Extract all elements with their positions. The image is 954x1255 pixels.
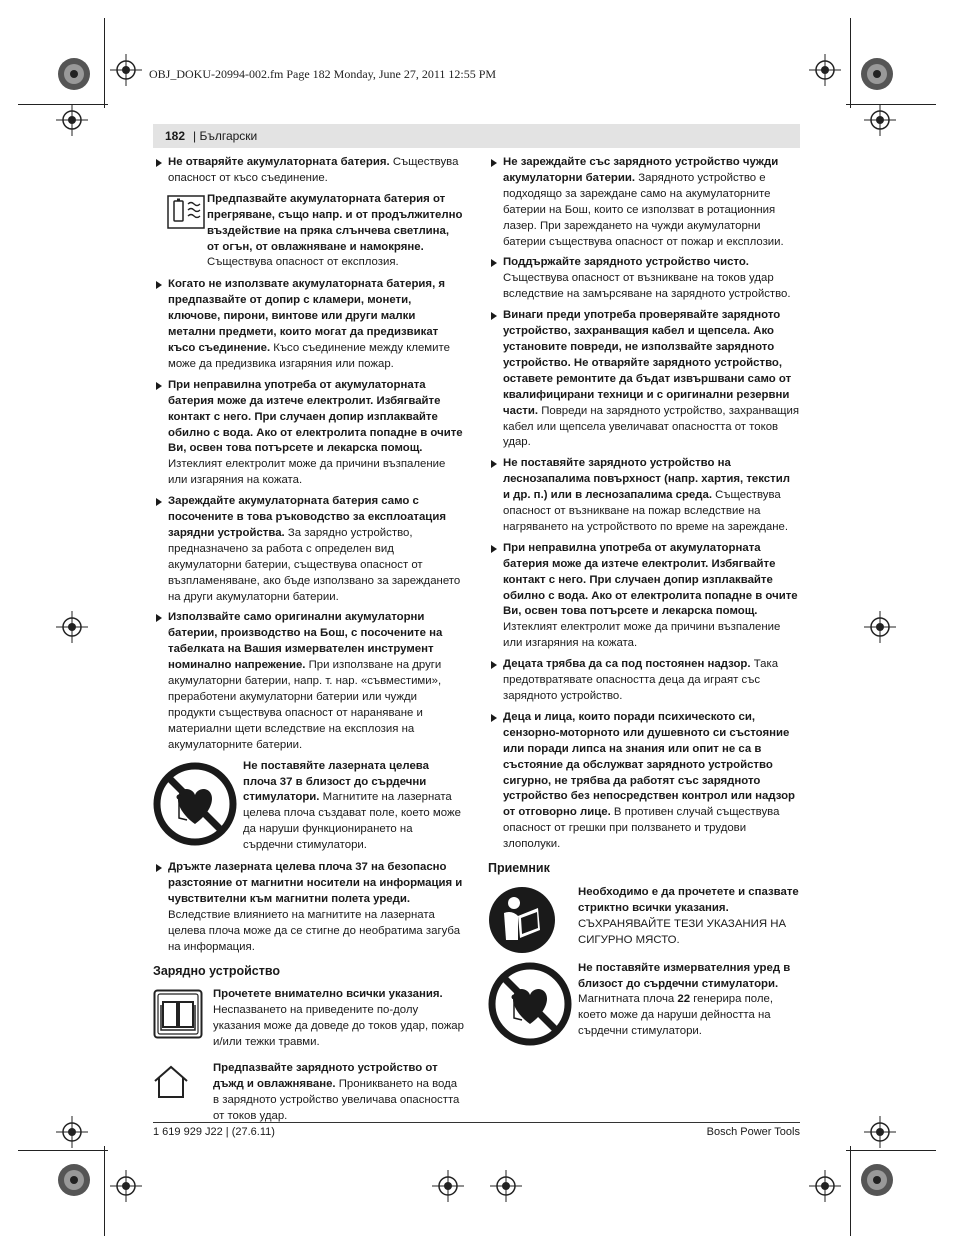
read-manual-receiver-block [488, 885, 800, 949]
warning-bold: Не зареждайте със зарядното устройство чужди акумулаторни батерии. [503, 156, 779, 184]
pacemaker-prohibition-icon [153, 762, 237, 846]
crosshair-mark [110, 54, 142, 86]
crosshair-mark [432, 1170, 464, 1202]
bullet-arrow-icon [156, 498, 162, 506]
warning-bold: Винаги преди употреба проверявайте зарядното устройство, захранващия кабел и щепсела. Ако установите повреди, не използвайте зарядното устройство. Не отваряйте зарядното устройство, оставете ремонтите да бъдат извършвани само от квалифицирани техници и с оригинални резервни части. [503, 309, 792, 417]
bullet-arrow-icon [491, 460, 497, 468]
list-item [488, 657, 800, 705]
warning-text: Изтеклият електролит може да причини възпаление или изгаряния на кожата. [168, 458, 446, 487]
manual-book-icon [153, 989, 203, 1039]
list-item [488, 541, 800, 652]
crosshair-mark [809, 1170, 841, 1202]
right-column [488, 155, 800, 1046]
crop-line [850, 1146, 851, 1236]
list-item [153, 378, 464, 489]
warning-text: Късо съединение между клемите може да предизвика изгаряния или пожар. [168, 341, 450, 370]
warning-bold: Дръжте лазерната целева плоча 37 на безопасно разстояние от магнитни носители на информация и чувствителни към магнитни полета уреди. [168, 861, 463, 905]
bullet-arrow-icon [156, 614, 162, 622]
warning-text: Магнитната плоча [578, 993, 678, 1006]
warning-bold: Не поставяйте лазерната целева плоча 37 в близост до сърдечни стимулатори. [243, 759, 429, 804]
bullet-arrow-icon [491, 312, 497, 320]
bullet-arrow-icon [491, 159, 497, 167]
crop-line [18, 104, 108, 105]
warning-text: Съществува опасност от късо съединение. [168, 156, 459, 184]
crosshair-mark [864, 611, 896, 643]
crosshair-mark [809, 54, 841, 86]
pacemaker-prohibition-icon [488, 962, 572, 1046]
registration-mark-bottom-right [859, 1162, 895, 1198]
warning-bold: Предпазвайте зарядното устройство от дъжд и овлажняване. [213, 1062, 438, 1090]
warning-text: Съществува опасност от експлозия. [207, 256, 399, 269]
warning-bold: При неправилна употреба от акумулаторната батерия може да изтече електролит. Избягвайте контакт с него. При случаен допир изплаквайте обилно с вода. Ако от електролита попадне в очите Ви, освен това потърсете и лекарска помощ. [168, 378, 463, 455]
read-manual-text [213, 987, 464, 1051]
bullet-arrow-icon [156, 382, 162, 390]
read-manual-receiver-text [578, 885, 800, 949]
warning-bold: Не поставяйте зарядното устройство на леснозапалима повърхност (напр. хартия, текстил и др. п.) или в леснозапалима среда. [503, 457, 790, 502]
list-item [153, 277, 464, 372]
list-item [153, 155, 464, 187]
list-item [488, 155, 800, 250]
section-title-receiver: Приемник [488, 861, 550, 876]
header-separator: | [193, 129, 200, 143]
bullet-arrow-icon [156, 159, 162, 167]
house-indoor-icon [153, 1065, 189, 1099]
read-manual-icon [488, 886, 556, 954]
part-number: 22 [677, 993, 691, 1006]
bullet-arrow-icon [491, 661, 497, 669]
warning-bold: Не поставяйте измервателния уред в близост до сърдечни стимулатори. [578, 961, 791, 990]
bullet-arrow-icon [491, 714, 497, 722]
registration-mark-bottom-left [56, 1162, 92, 1198]
warning-text: Съществува опасност от възникване на пожар вследствие на нагряването на устройството по време на зареждане. [503, 489, 789, 533]
warning-bold: Децата трябва да са под постоянен надзор. [503, 658, 751, 671]
heat-warning-block [167, 192, 464, 272]
warning-text: Така предотвратявате опасността деца да играят със зарядното устройство. [503, 658, 779, 702]
list-item [153, 494, 464, 605]
bullet-arrow-icon [491, 259, 497, 267]
pacemaker-receiver-block [488, 961, 800, 1041]
crosshair-mark [864, 1116, 896, 1148]
battery-heat-icon [167, 195, 205, 229]
warning-bold: При неправилна употреба от акумулаторната батерия може да изтече електролит. Избягвайте контакт с него. При случаен допир изплаквайте обилно с вода. Ако от електролита попадне в очите Ви, освен това потърсете и лекарска помощ. [503, 541, 798, 618]
crosshair-mark [110, 1170, 142, 1202]
pacemaker-warning-text [243, 759, 464, 854]
registration-mark-top-right [859, 56, 895, 92]
crop-line [846, 104, 936, 105]
heat-warning-text [207, 192, 464, 272]
crosshair-mark [56, 1116, 88, 1148]
warning-text: Неспазването на приведените по-долу указания може да доведе до токов удар, пожар и/или тежки травми. [213, 1004, 464, 1049]
warning-text: генерира поле, което може да наруши дейността на сърдечни стимулатори. [578, 993, 774, 1038]
warning-text: За зарядно устройство, предназначено за работа с определен вид акумулаторни батерии, съществува опасност от възпламеняване, ако бъде използвано за зареждането на други акумулаторни батерии. [168, 526, 461, 603]
read-manual-block [153, 987, 464, 1051]
bullet-arrow-icon [156, 281, 162, 289]
warning-bold: Използвайте само оригинални акумулаторни батерии, производство на Бош, с посочените на табелката на Вашия измервателен инструмент номинално напрежение. [168, 611, 443, 672]
warning-text: Проникването на вода в зарядното устройство увеличава опасността от токов удар. [213, 1077, 460, 1122]
footer-divider [153, 1122, 800, 1123]
warning-bold: Деца и лица, които поради психическото си, сензорно-моторното или душевното си състояние или поради липса на знания или опит не са в състояние да обслужват зарядното устройство сигурно, не трябва да работят със зарядното устройство без непосредствен контрол или надзор от отговорно лице. [503, 710, 796, 819]
rain-warning-block [153, 1061, 464, 1125]
crosshair-mark [490, 1170, 522, 1202]
page-number: 182 [165, 129, 186, 143]
crosshair-mark [56, 611, 88, 643]
warning-bold: Поддържайте зарядното устройство чисто. [503, 256, 749, 269]
crop-line [18, 1150, 108, 1151]
warning-text: Зарядното устройство е подходящо за зареждане само на акумулаторните батерии на Бош, които се използват в ротационния лазер. При зареждането на чужди акумулаторни батерии съществува опасност от пожар и експлозии. [503, 171, 784, 248]
rain-warning-text [213, 1061, 464, 1125]
warning-text: При използване на други акумулаторни батерии, напр. т. нар. «съвместими», преработени акумулаторни батерии или чужди продукти съществува опасност от нараняване и материални щети вследствие на експлозия на акумулаторните батерии. [168, 659, 442, 751]
warning-bold: Необходимо е да прочетете и спазвате стриктно всички указания. [578, 885, 799, 914]
warning-bold: Не отваряйте акумулаторната батерия. [168, 156, 390, 168]
bullet-arrow-icon [491, 545, 497, 553]
warning-bold: Предпазвайте акумулаторната батерия от прегряване, също напр. и от продължително въздействие на пряка слънчева светлина, от огън, от овлажняване и намокряне. [207, 192, 463, 253]
warning-bold: Прочетете внимателно всички указания. [213, 988, 443, 1001]
pacemaker-receiver-text [578, 961, 800, 1041]
left-column [153, 155, 464, 1131]
crop-line [104, 18, 105, 108]
list-item [488, 255, 800, 303]
warning-bold: Когато не използвате акумулаторната батерия, я предпазвайте от допир с кламери, монети, ключове, пирони, винтове или други малки метални предмети, които могат да предизвикат късо съединение. [168, 278, 446, 354]
warning-text: Повреди на зарядното устройство, захранващия кабел или щепсела увеличават опасността от токов удар. [503, 404, 800, 449]
crosshair-mark [864, 104, 896, 136]
crop-line [850, 18, 851, 108]
bullet-arrow-icon [156, 864, 162, 872]
footer-brand: Bosch Power Tools [706, 1126, 800, 1138]
list-item [488, 308, 800, 451]
warning-bold: Зареждайте акумулаторната батерия само с посочените в това ръководство за експлоатация зарядни устройства. [168, 495, 446, 539]
footer-doc-id: 1 619 929 J22 | (27.6.11) [153, 1126, 275, 1138]
list-item [153, 860, 464, 955]
page-header [153, 124, 800, 148]
section-title-charger: Зарядно устройство [153, 963, 281, 978]
language-label: Български [199, 129, 258, 143]
crop-line [104, 1146, 105, 1236]
warning-text: СЪХРАНЯВАЙТЕ ТЕЗИ УКАЗАНИЯ НА СИГУРНО МЯСТО. [578, 917, 787, 946]
crop-line [846, 1150, 936, 1151]
list-item [153, 610, 464, 753]
warning-text: В противен случай съществува опасност от грешки при ползването и трудови злополуки. [503, 806, 780, 851]
registration-mark-top-left [56, 56, 92, 92]
list-item [488, 456, 800, 536]
list-item [488, 710, 800, 853]
warning-text: Съществува опасност от възникване на токов удар вследствие на замърсяване на зарядното устройство. [503, 272, 791, 301]
crosshair-mark [56, 104, 88, 136]
pacemaker-warning-block [153, 759, 464, 854]
warning-text: Вследствие влиянието на магнитите на лазерната целева плоча може да се стигне до необратима загуба на информация. [168, 908, 461, 953]
warning-text: Изтеклият електролит може да причини възпаление или изгаряния на кожата. [503, 621, 781, 650]
print-slug: OBJ_DOKU-20994-002.fm Page 182 Monday, June 27, 2011 12:55 PM [149, 67, 497, 81]
header-language [193, 129, 257, 143]
warning-text: Магнитите на лазерната целева плоча създават поле, което може да наруши функционирането на сърдечни стимулатори. [243, 791, 461, 852]
